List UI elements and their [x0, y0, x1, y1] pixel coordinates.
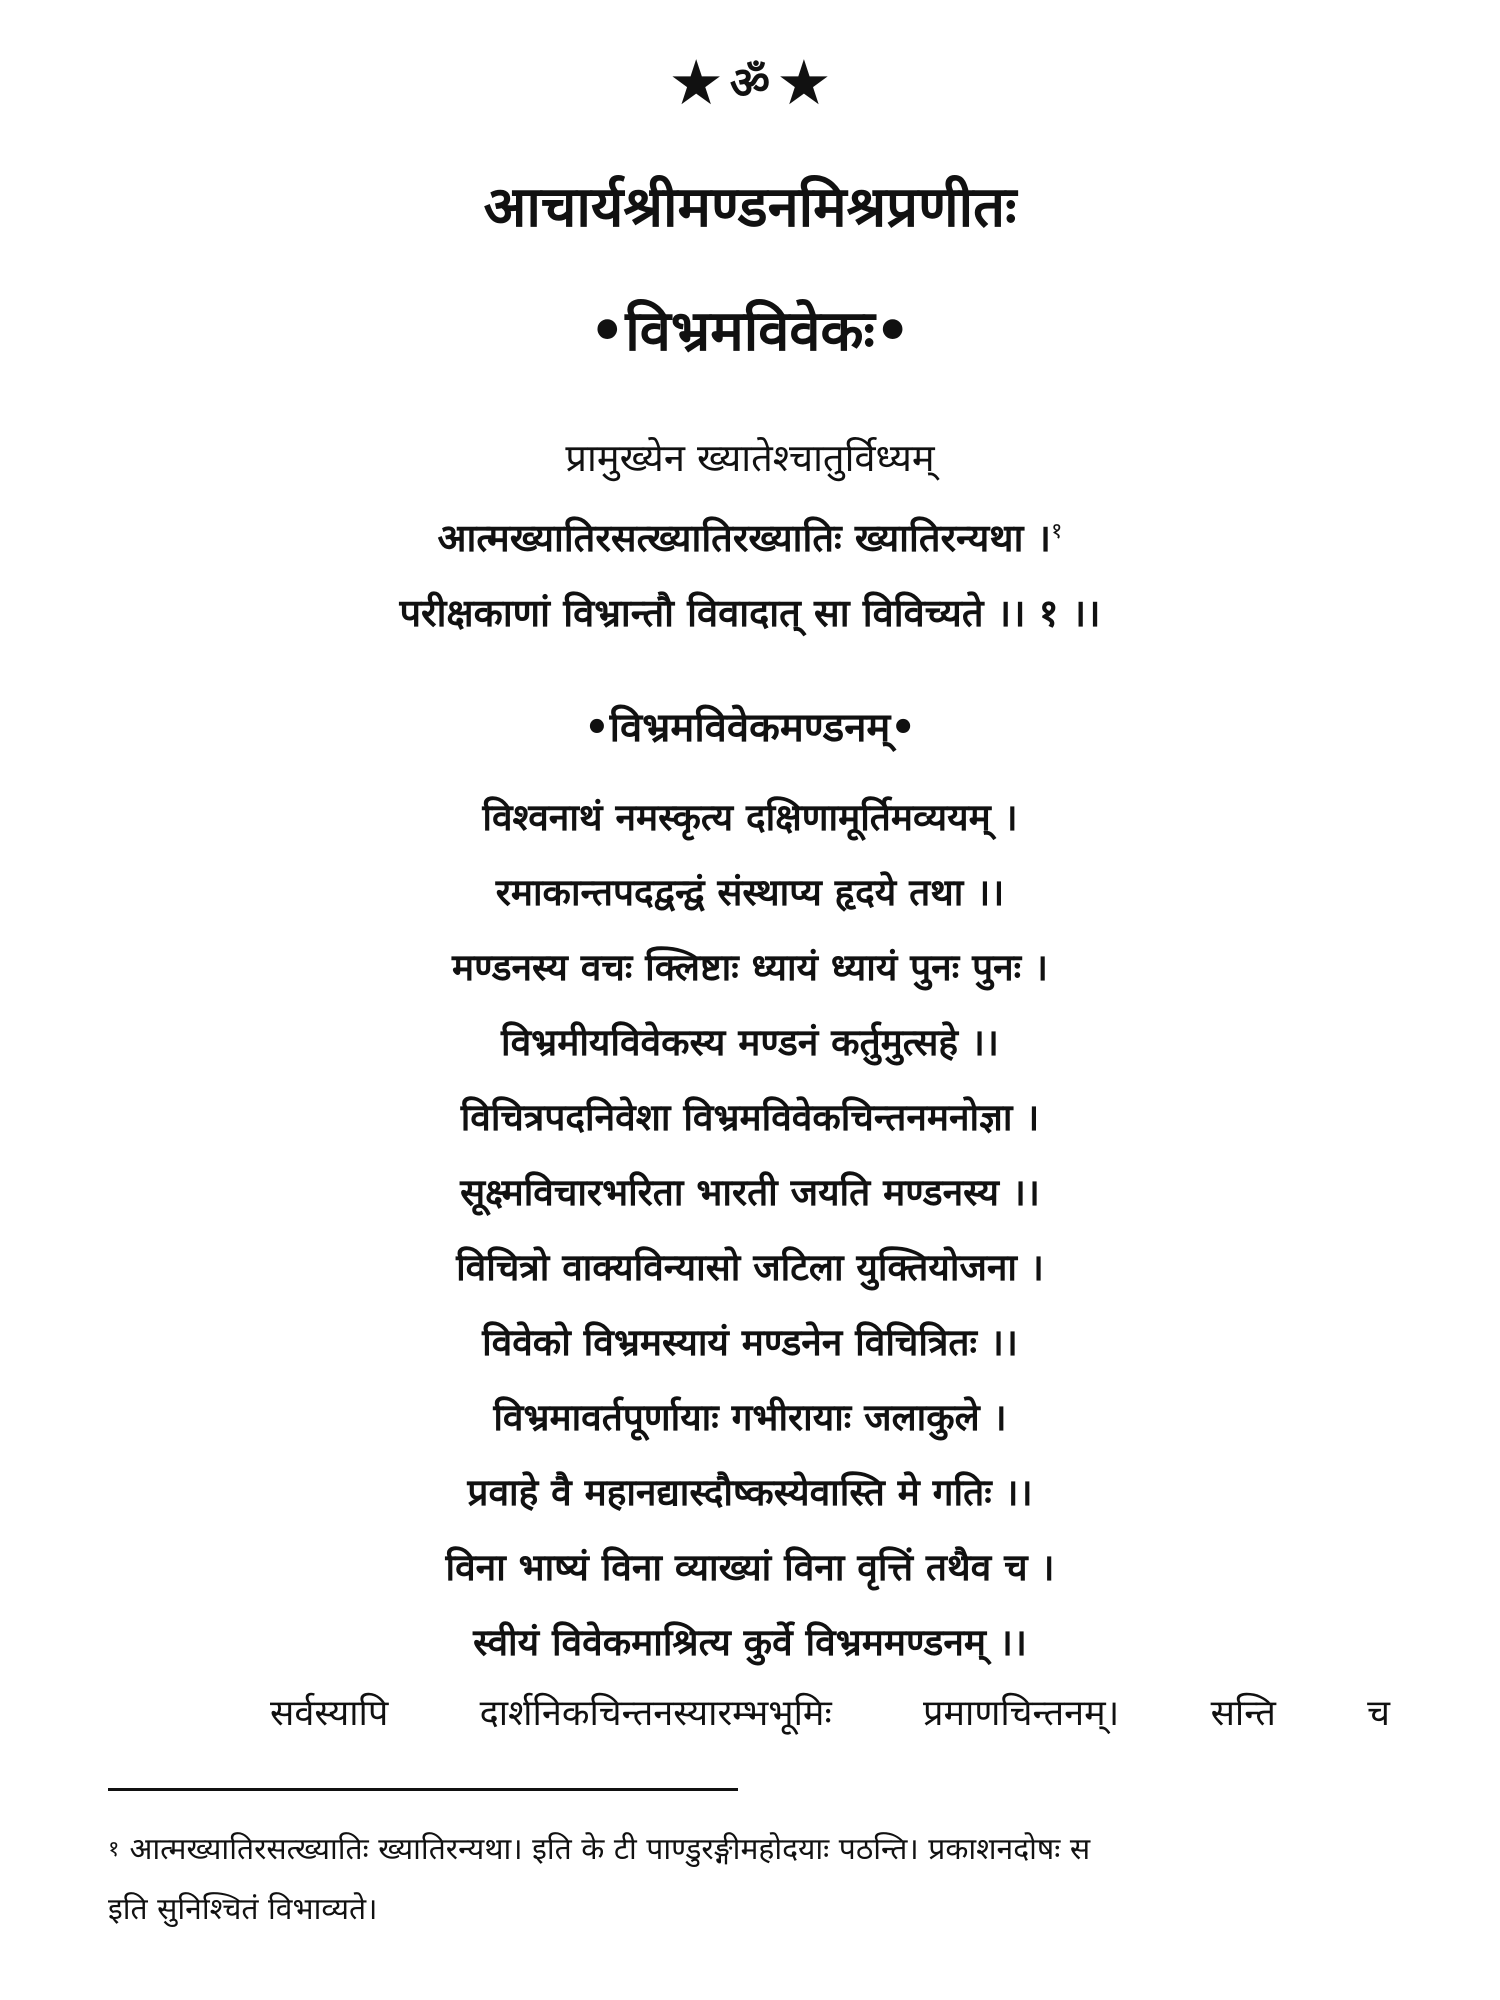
star-icon: ★ — [776, 46, 832, 119]
om-symbol-icon: ॐ — [729, 58, 771, 109]
verse-line: विचित्रो वाक्यविन्यासो जटिला युक्तियोजना । — [456, 1246, 1044, 1289]
intro-verse-line-1-text: आत्मख्यातिरसत्ख्यातिरख्यातिः ख्यातिरन्यथा । — [437, 516, 1052, 560]
verse-line: विना भाष्यं विना व्याख्यां विना वृत्तिं तथैव च । — [445, 1546, 1055, 1589]
footnote-reference-mark: १ — [1051, 519, 1063, 544]
verse-line: सूक्ष्मविचारभरिता भारती जयति मण्डनस्य ।। — [460, 1171, 1040, 1214]
footnote-line-2: इति सुनिश्चितं विभाव्यते। — [108, 1892, 378, 1927]
footnote-line-1 — [108, 1820, 1400, 1880]
verse-line: विश्वनाथं नमस्कृत्य दक्षिणामूर्तिमव्ययम् । — [482, 796, 1018, 839]
footnote-text-1: आत्मख्यातिरसत्ख्यातिः ख्यातिरन्यथा। इति के टी पाण्डुरङ्गीमहोदयाः पठन्ति। प्रकाशनदोषः स — [129, 1832, 1091, 1867]
author-title: आचार्यश्रीमण्डनमिश्रप्रणीतः — [483, 175, 1017, 240]
intro-subtitle: प्रामुख्येन ख्यातेश्चातुर्विध्यम् — [565, 436, 935, 480]
footnote — [108, 1820, 1400, 1940]
verse-line: विभ्रमीयविवेकस्य मण्डनं कर्तुमुत्सहे ।। — [501, 1021, 999, 1064]
intro-verse-line-1 — [0, 510, 1500, 566]
verse-line: विचित्रपदनिवेशा विभ्रमविवेकचिन्तनमनोज्ञा । — [460, 1096, 1040, 1139]
prose-paragraph: सर्वस्यापि दार्शनिकचिन्तनस्यारम्भभूमिः प्रमाणचिन्तनम्। सन्ति च — [270, 1693, 1390, 1734]
footnote-mark: १ — [108, 1837, 120, 1862]
commentary-heading: •विभ्रमविवेकमण्डनम्• — [584, 705, 916, 751]
verse-line: रमाकान्तपदद्वन्द्वं संस्थाप्य हृदये तथा ।। — [495, 871, 1005, 914]
verse-line: प्रवाहे वै महानद्यास्दौष्कस्येवास्ति मे गतिः ।। — [467, 1471, 1033, 1514]
intro-verse-line-2: परीक्षकाणां विभ्रान्तौ विवादात् सा विविच्यते ।। १ ।। — [399, 591, 1101, 635]
ornament-header — [0, 48, 1500, 125]
verse-line: स्वीयं विवेकमाश्रित्य कुर्वे विभ्रममण्डनम् ।। — [473, 1621, 1027, 1664]
star-icon: ★ — [668, 46, 724, 119]
work-title: •विभ्रमविवेकः• — [589, 299, 911, 364]
verse-line: विवेको विभ्रमस्यायं मण्डनेन विचित्रितः ।। — [482, 1321, 1018, 1364]
footnote-divider — [108, 1788, 738, 1791]
verse-line: मण्डनस्य वचः क्लिष्टाः ध्यायं ध्यायं पुनः पुनः । — [452, 946, 1048, 989]
verse-line: विभ्रमावर्तपूर्णायाः गभीरायाः जलाकुले । — [493, 1396, 1007, 1439]
